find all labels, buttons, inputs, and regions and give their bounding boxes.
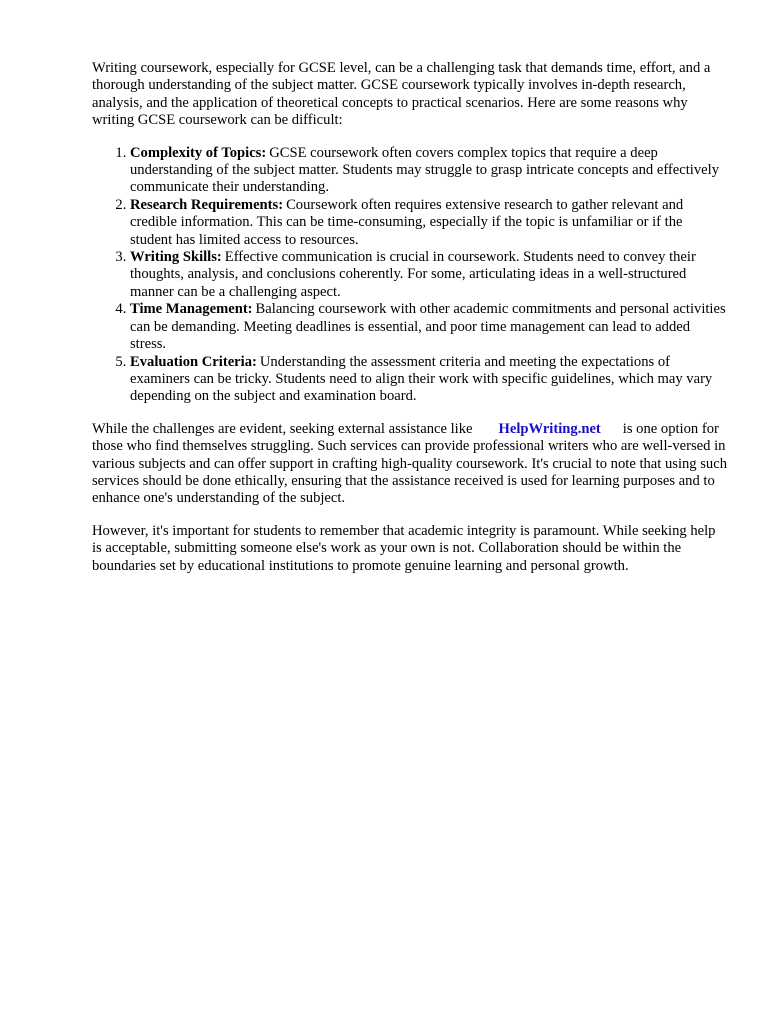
list-item-text: Coursework often requires extensive research to gather relevant and credible information. This can be time-consuming, especially if the topic is unfamiliar or if the student has limited access to resources. bbox=[130, 196, 684, 248]
list-item bbox=[130, 301, 728, 353]
helpwriting-link[interactable]: HelpWriting.net bbox=[498, 420, 601, 437]
list-item bbox=[130, 145, 728, 197]
closing-paragraph: However, it's important for students to remember that academic integrity is paramount. While seeking help is acceptable, submitting someone else's work as your own is not. Collaboration should be within the boundaries set by educational institutions to promote genuine learning and personal growth. bbox=[92, 522, 716, 574]
list-item-term: Writing Skills: bbox=[130, 249, 222, 266]
list-item-text: GCSE coursework often covers complex topics that require a deep understanding of the subject matter. Students may struggle to grasp intricate concepts and effectively communicate their understanding. bbox=[130, 144, 719, 196]
list-item bbox=[130, 354, 728, 406]
list-item-term: Time Management: bbox=[130, 301, 253, 318]
list-item-term: Complexity of Topics: bbox=[130, 144, 267, 161]
assistance-paragraph bbox=[92, 421, 728, 508]
list-item bbox=[130, 249, 728, 301]
list-item-text: Understanding the assessment criteria and meeting the expectations of examiners can be tricky. Students need to align their work with specific guidelines, which may vary depending on the subject and examination board. bbox=[130, 353, 713, 405]
list-item-term: Evaluation Criteria: bbox=[130, 353, 257, 370]
list-item-term: Research Requirements: bbox=[130, 196, 284, 213]
assistance-text-before: While the challenges are evident, seeking external assistance like bbox=[92, 420, 473, 437]
list-item-text: Balancing coursework with other academic commitments and personal activities can be demanding. Meeting deadlines is essential, and poor time management can lead to added stress. bbox=[130, 301, 726, 353]
list-item bbox=[130, 197, 728, 249]
intro-paragraph: Writing coursework, especially for GCSE level, can be a challenging task that demands time, effort, and a thorough understanding of the subject matter. GCSE coursework typically involves in-depth research, analysis, and the application of theoretical concepts to practical scenarios. Here are some reasons why writing GCSE coursework can be difficult: bbox=[92, 60, 711, 129]
list-item-text: Effective communication is crucial in coursework. Students need to convey their thoughts, analysis, and conclusions coherently. For some, articulating ideas in a well-structured manner can be a challenging aspect. bbox=[130, 249, 696, 300]
document-page bbox=[92, 60, 728, 590]
reasons-list bbox=[92, 145, 728, 406]
assistance-text-after: is one option for those who find themselves struggling. Such services can provide professional writers who are well-versed in various subjects and can offer support in crafting high-quality coursework. It's crucial to note that using such services should be done ethically, ensuring that the assistance received is used for learning purposes and to enhance one's understanding of the subject. bbox=[92, 420, 727, 507]
